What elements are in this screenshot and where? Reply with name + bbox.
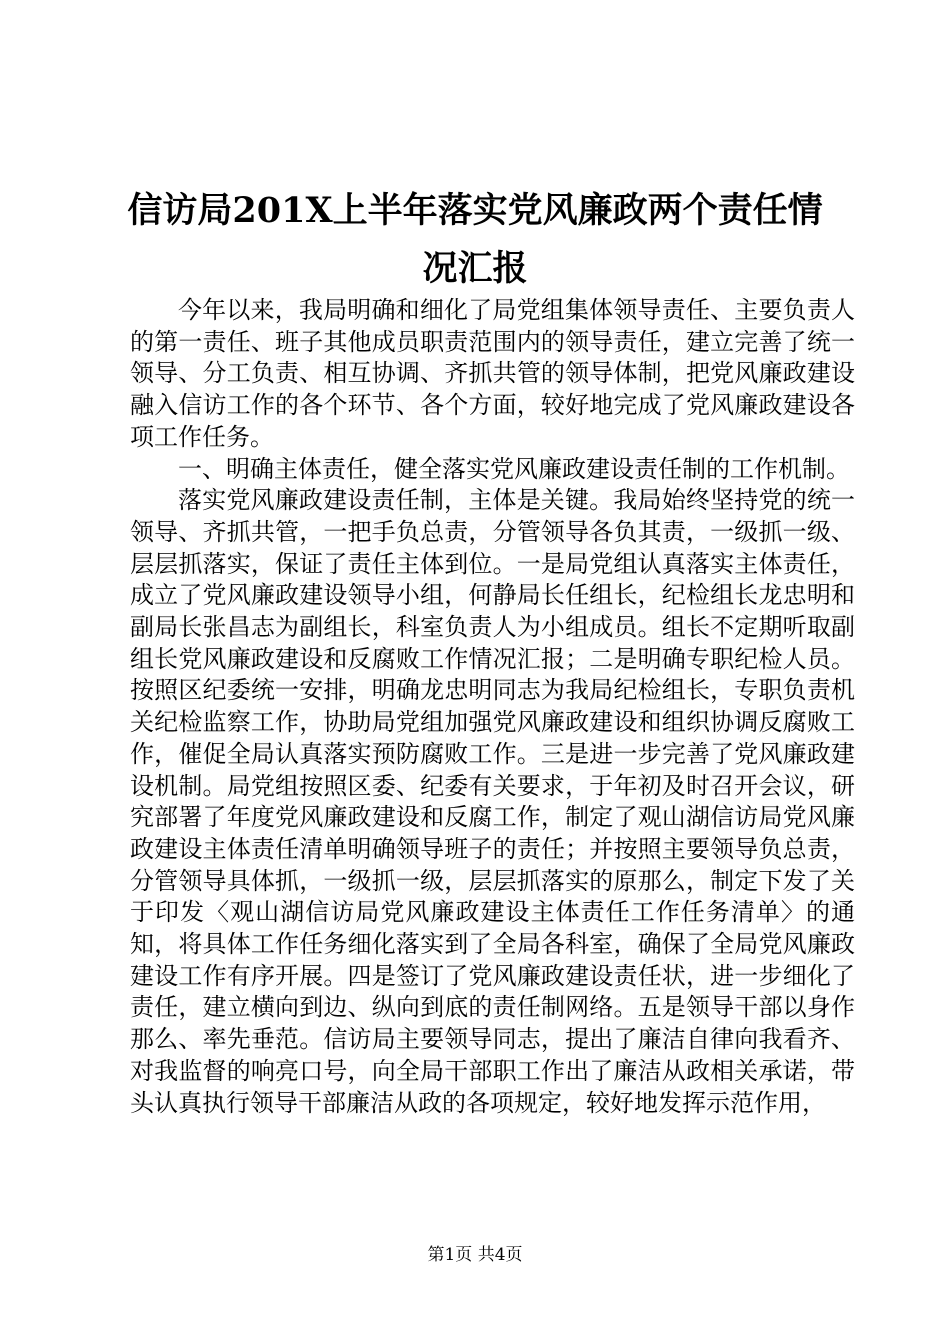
paragraph-intro: 今年以来，我局明确和细化了局党组集体领导责任、主要负责人的第一责任、班子其他成员职责范围内的领导责任，建立完善了统一领导、分工负责、相互协调、齐抓共管的领导体制，把党风廉政建设融入信访工作的各个环节、各个方面，较好地完成了党风廉政建设各项工作任务。 xyxy=(130,296,855,451)
paragraph-section-body: 落实党风廉政建设责任制，主体是关键。我局始终坚持党的统一领导、齐抓共管，一把手负总责，分管领导各负其责，一级抓一级、层层抓落实，保证了责任主体到位。一是局党组认真落实主体责任，成立了党风廉政建设领导小组，何静局长任组长，纪检组长龙忠明和副局长张昌志为副组长，科室负责人为小组成员。组长不定期听取副组长党风廉政建设和反腐败工作情况汇报；二是明确专职纪检人员。按照区纪委统一安排，明确龙忠明同志为我局纪检组长，专职负责机关纪检监察工作，协助局党组加强党风廉政建设和组织协调反腐败工作，催促全局认真落实预防腐败工作。三是进一步完善了党风廉政建设机制。局党组按照区委、纪委有关要求，于年初及时召开会议，研究部署了年度党风廉政建设和反腐工作，制定了观山湖信访局党风廉政建设主体责任清单明确领导班子的责任；并按照主要领导负总责，分管领导具体抓，一级抓一级，层层抓落实的原那么，制定下发了关于印发〈观山湖信访局党风廉政建设主体责任工作任务清单〉的通知，将具体工作任务细化落实到了全局各科室，确保了全局党风廉政建设工作有序开展。四是签订了党风廉政建设责任状，进一步细化了责任，建立横向到边、纵向到底的责任制网络。五是领导干部以身作那么、率先垂范。信访局主要领导同志，提出了廉洁自律向我看齐、对我监督的响亮口号，向全局干部职工作出了廉洁从政相关承诺，带头认真执行领导干部廉洁从政的各项规定，较好地发挥示范作用， xyxy=(130,486,855,1117)
title-line-2: 况汇报 xyxy=(422,248,528,289)
title-line-1: 信访局201X上半年落实党风廉政两个责任情 xyxy=(127,190,823,231)
document-body xyxy=(130,295,855,1119)
paragraph-section-heading: 一、明确主体责任，健全落实党风廉政建设责任制的工作机制。 xyxy=(178,454,850,483)
page-footer: 第1页 共4页 xyxy=(427,1245,523,1265)
document-title xyxy=(110,182,840,298)
